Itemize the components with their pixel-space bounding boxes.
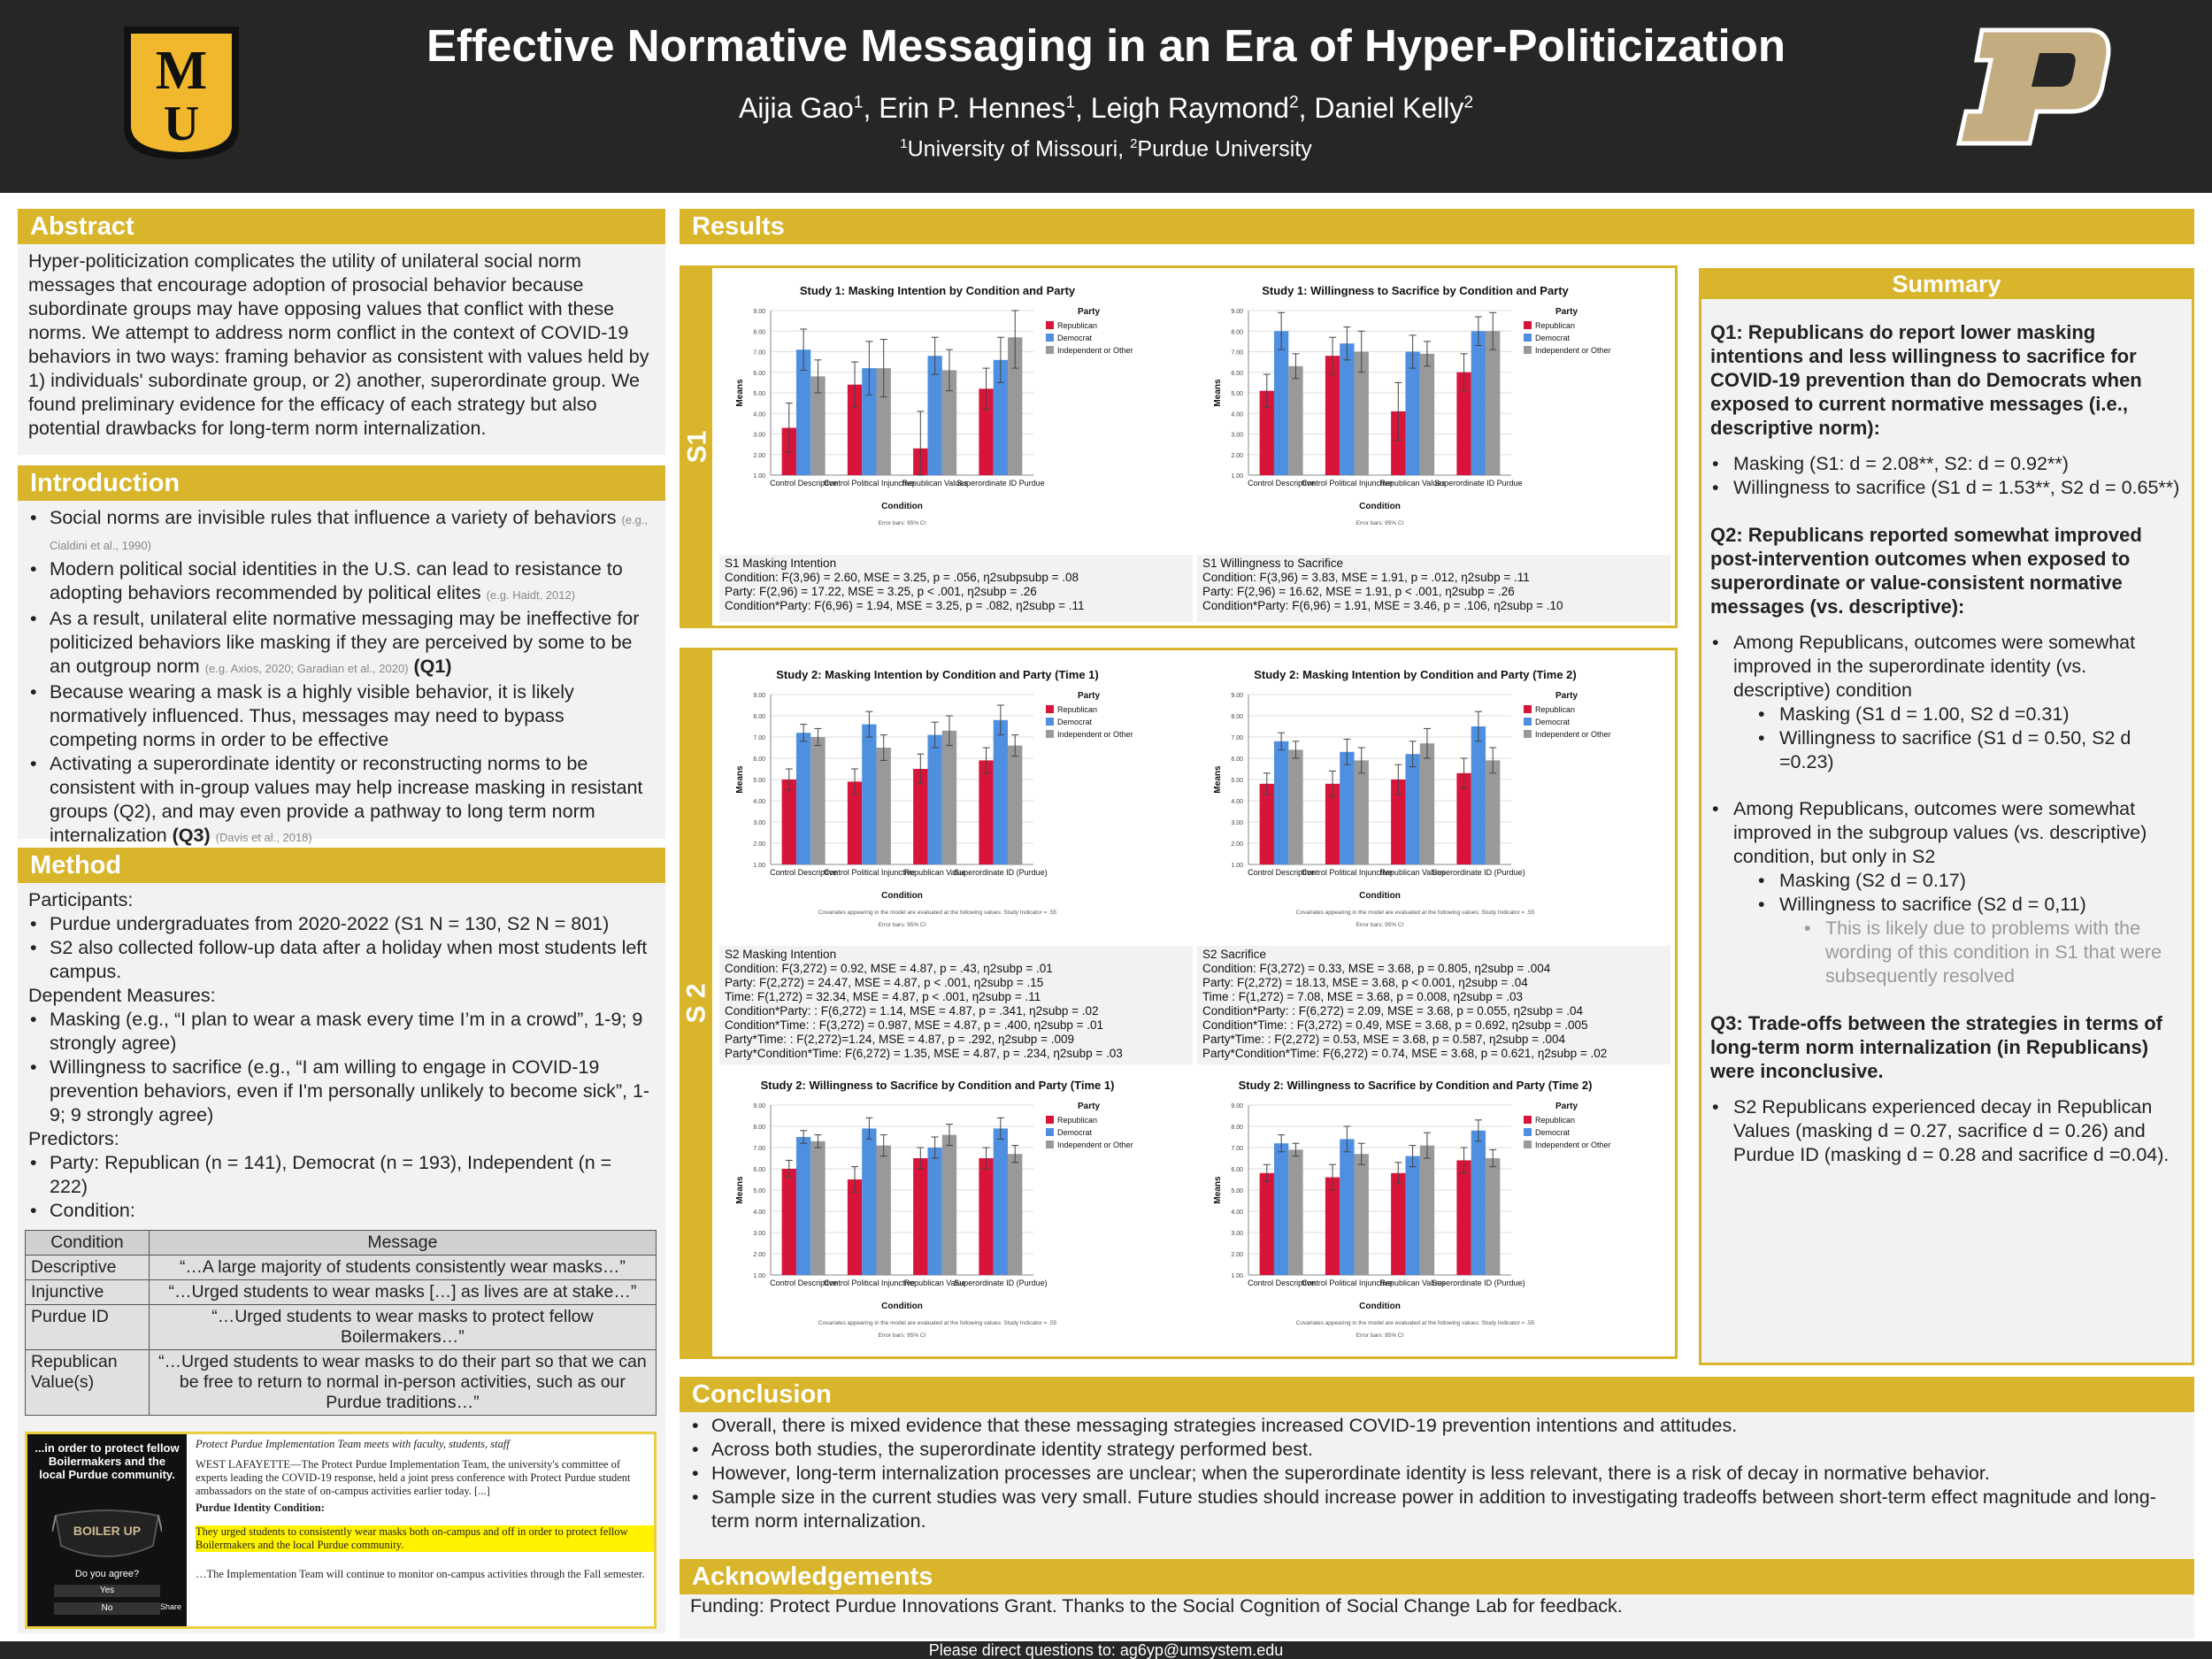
bar <box>1456 1160 1471 1275</box>
x-tick-label: Control Descriptive <box>1248 479 1316 488</box>
bar <box>913 1158 927 1275</box>
y-tick-label: 7.00 <box>1231 735 1243 741</box>
y-tick-label: 3.00 <box>1231 432 1243 439</box>
y-tick-label: 3.00 <box>753 432 765 439</box>
list-item: • Willingness to sacrifice (S2 d = 0,11) • This is likely due to problems with the wording of this condition in S1 that were subsequently resolved <box>1779 893 2183 988</box>
y-tick-label: 4.00 <box>753 411 765 419</box>
chart-note: Covariates appearing in the model are evaluated at the following values: Study Indicator = .55 <box>818 910 1057 916</box>
table-row: Descriptive “…A large majority of students consistently wear masks…” <box>26 1256 657 1280</box>
list-item: • Across both studies, the superordinate identity strategy performed best. <box>711 1438 2184 1462</box>
legend-label: Democrat <box>1057 718 1093 726</box>
list-item: • Overall, there is mixed evidence that these messaging strategies increased COVID-19 prevention intentions and attitudes. <box>711 1414 2184 1438</box>
legend-title: Party <box>1555 307 1578 317</box>
svg-text:U: U <box>163 96 200 151</box>
legend-title: Party <box>1555 1102 1578 1111</box>
list-item: • This is likely due to problems with the wording of this condition in S1 that were subsequently resolved <box>1825 917 2183 988</box>
x-tick-label: Republican Values <box>1379 1279 1446 1287</box>
legend-swatch <box>1524 1128 1532 1136</box>
x-tick-label: Control Descriptive <box>770 868 838 877</box>
bar <box>942 731 956 864</box>
list-item: • Social norms are invisible rules that influence a variety of behaviors (e.g., Cialdini et al., 1990) <box>50 506 655 557</box>
bar <box>1486 331 1500 475</box>
bar <box>979 760 993 864</box>
y-tick-label: 6.00 <box>1231 370 1243 377</box>
acknowledgements-heading: Acknowledgements <box>680 1559 2194 1594</box>
bar <box>979 1158 993 1275</box>
legend-label: Democrat <box>1535 334 1571 342</box>
y-tick-label: 2.00 <box>753 1252 765 1258</box>
news-paragraph: …The Implementation Team will continue to monitor on-campus activities through the Fall semester. <box>196 1568 645 1580</box>
y-tick-label: 5.00 <box>1231 778 1243 784</box>
q3-heading: Q3: Trade-offs between the strategies in terms of long-term norm internalization (in Republicans) were inconclusive. <box>1710 1012 2163 1082</box>
chart-title: Study 2: Masking Intention by Condition and Party (Time 1) <box>776 668 1099 681</box>
bar <box>862 725 876 864</box>
chart-note: Covariates appearing in the model are evaluated at the following values: Study Indicator = .55 <box>818 1320 1057 1326</box>
list-item: • Masking (S2 d = 0.17) <box>1779 869 2183 893</box>
legend-swatch <box>1524 1116 1532 1124</box>
x-tick-label: Superordinate ID (Purdue) <box>1432 1279 1525 1287</box>
chart-s1-sacrifice <box>1197 275 1671 555</box>
legend-title: Party <box>1078 1102 1101 1111</box>
bar <box>1274 741 1288 864</box>
bar <box>1274 1143 1288 1275</box>
legend-label: Democrat <box>1535 718 1571 726</box>
y-tick-label: 4.00 <box>1231 411 1243 419</box>
chart-note: Covariates appearing in the model are evaluated at the following values: Study Indicator = .55 <box>1295 910 1535 916</box>
legend-swatch <box>1524 1141 1532 1148</box>
bar <box>1288 749 1302 864</box>
x-tick-label: Control Political Injunctive <box>823 868 915 877</box>
q2-heading: Q2: Republicans reported somewhat improved post-intervention outcomes when exposed to superordinate or value-consistent normative messages (vs. descriptive): <box>1710 524 2142 618</box>
list-item: • Willingness to sacrifice (e.g., “I am willing to engage in COVID-19 prevention behaviors, even if I'm personally unlikely to become sick”, 1-9; 9 strongly agree) <box>50 1056 655 1127</box>
news-article <box>196 1438 654 1581</box>
x-tick-label: Superordinate ID Purdue <box>956 479 1045 488</box>
mask-icon <box>52 1505 162 1562</box>
legend-title: Party <box>1078 307 1101 317</box>
legend-swatch <box>1046 346 1054 354</box>
bar <box>1486 1158 1500 1275</box>
legend-label: Democrat <box>1057 1128 1093 1137</box>
legend-swatch <box>1524 321 1532 329</box>
y-tick-label: 9.00 <box>753 693 765 699</box>
y-tick-label: 2.00 <box>753 452 765 459</box>
bar <box>1486 760 1500 864</box>
bar <box>1340 1139 1354 1275</box>
y-tick-label: 5.00 <box>753 778 765 784</box>
bar <box>1288 1149 1302 1275</box>
y-tick-label: 2.00 <box>1231 452 1243 459</box>
list-item: • Willingness to sacrifice (S1 d = 1.53**, S2 d = 0.65**) <box>1733 476 2183 500</box>
bar <box>1325 1178 1340 1275</box>
legend-title: Party <box>1078 691 1101 701</box>
y-tick-label: 9.00 <box>1231 1103 1243 1110</box>
bar <box>810 1141 825 1275</box>
x-tick-label: Control Descriptive <box>770 1279 838 1287</box>
bar <box>1405 1156 1419 1275</box>
bar <box>1008 1154 1022 1275</box>
y-tick-label: 7.00 <box>1231 349 1243 357</box>
chart-title: Study 1: Masking Intention by Condition and Party <box>799 284 1076 297</box>
list-item: • Sample size in the current studies was very small. Future studies should increase power in addition to investigating tradeoffs between short-term effect magnitude and long-term norm internalization. <box>711 1486 2184 1533</box>
y-tick-label: 6.00 <box>753 370 765 377</box>
legend-swatch <box>1046 1116 1054 1124</box>
y-tick-label: 9.00 <box>753 1103 765 1110</box>
list-item: • Modern political social identities in the U.S. can lead to resistance to adopting behaviors recommended by political elites (e.g. Haidt, 2012) <box>50 557 655 607</box>
bar <box>848 1179 862 1275</box>
stats-s2-sacrifice: S2 Sacrifice Condition: F(3,272) = 0.33, MSE = 3.68, p = 0.805, η2subp = .004 Party: F(2,272) = 18.13, MSE = 3.68, p < 0.001, η2subp = .04 Time : F(1,272) = 7.08, MSE = 3.68, p = 0.008, η2subp = .03 Condition*Party: : F(6,272) = 2.09, MSE = 3.68, p = 0.055, η2subp = .04 Condition*Time: : F(3,272) = 0.49, MSE = 3.68, p = 0.692, η2subp = .005 Party*Time: : F(2,272) = 0.53, MSE = 3.68, p = 0.587, η2subp = .004 Party*Condition*Time: F(6,272) = 0.74, MSE = 3.68, p = 0.621, η2subp = .02 <box>1197 946 1671 1064</box>
legend-swatch <box>1524 346 1532 354</box>
chart-footer: Error bars: 95% CI <box>1356 1333 1404 1339</box>
bar <box>1420 1146 1434 1275</box>
legend-label: Republican <box>1057 1116 1098 1125</box>
news-headline: Protect Purdue Implementation Team meets with faculty, students, staff <box>196 1438 510 1450</box>
y-tick-label: 2.00 <box>1231 1252 1243 1258</box>
x-tick-label: Republican Value <box>903 868 966 877</box>
y-tick-label: 3.00 <box>1231 1231 1243 1237</box>
legend-label: Republican <box>1535 1116 1576 1125</box>
bar <box>1260 1173 1274 1275</box>
table-header: Condition <box>26 1231 150 1256</box>
y-tick-label: 5.00 <box>753 1188 765 1194</box>
y-tick-label: 1.00 <box>753 473 765 480</box>
author-list: Aijia Gao$^1$, Erin P. Hennes$^1$, Leigh Raymond$^2$, Daniel Kelly$^2$ <box>738 92 1474 124</box>
chart-s2-sacrifice-t2 <box>1197 1070 1671 1355</box>
y-tick-label: 8.00 <box>1231 329 1243 336</box>
y-tick-label: 7.00 <box>753 1146 765 1152</box>
y-axis-label: Means <box>735 1176 745 1204</box>
chart-footer: Error bars: 95% CI <box>878 520 926 526</box>
y-tick-label: 6.00 <box>1231 757 1243 763</box>
chart-footer: Error bars: 95% CI <box>878 922 926 928</box>
stats-s2-masking: S2 Masking Intention Condition: F(3,272) = 0.92, MSE = 4.87, p = .43, η2subp = .01 Party: F(2,272) = 24.47, MSE = 4.87, p < .001, η2subp = .15 Time: F(1,272) = 32.34, MSE = 4.87, p < .001, η2subp = .11 Condition*Party: : F(6,272) = 1.14, MSE = 4.87, p = .341, η2subp = .02 Condition*Time: : F(3,272) = 0.987, MSE = 4.87, p = .400, η2subp = .01 Party*Time: : F(2,272)=1.24, MSE = 4.87, p = .292, η2subp = .009 Party*Condition*Time: F(6,272) = 1.35, MSE = 4.87, p = .234, η2subp = .03 <box>719 946 1193 1064</box>
news-condition-label: Purdue Identity Condition: <box>196 1502 325 1514</box>
x-tick-label: Superordinate ID (Purdue) <box>954 868 1048 877</box>
legend-label: Independent or Other <box>1535 1141 1611 1149</box>
list-item: • Among Republicans, outcomes were somewhat improved in the superordinate identity (vs. descriptive) condition • Masking (S1 d = 1.00, S2 d =0.31) • Willingness to sacrifice (S1 d = 0.50, S2 d =0.23) <box>1733 631 2183 774</box>
y-tick-label: 3.00 <box>753 820 765 826</box>
chart-s2-masking-t2 <box>1197 659 1671 944</box>
y-tick-label: 9.00 <box>753 309 765 315</box>
legend-label: Democrat <box>1535 1128 1571 1137</box>
bar <box>782 780 796 864</box>
abstract-text: Hyper-politicization complicates the utility of unilateral social norm messages that encourage adoption of prosocial behavior because subordinate groups may have opposing values that conflict with these norms. We attempt to address norm conflict in the context of COVID-19 behaviors in two ways: framing behavior as consistent with values held by 1) individuals' subordinate group, or 2) another, superordinate group. We found preliminary evidence for the efficacy of each strategy but also potential drawbacks for long-term norm internalization. <box>28 250 649 439</box>
y-tick-label: 3.00 <box>753 1231 765 1237</box>
x-tick-label: Control Political Injunctive <box>1301 479 1393 488</box>
stats-s1-sacrifice: S1 Willingness to Sacrifice Condition: F(3,96) = 3.83, MSE = 1.91, p = .012, η2subp = .11 Party: F(2,96) = 16.62, MSE = 1.91, p < .001, η2subp = .26 Condition*Party: F(6,96) = 1.91, MSE = 3.46, p = .106, η2subp = .10 <box>1197 555 1671 622</box>
y-tick-label: 4.00 <box>753 799 765 805</box>
x-tick-label: Control Political Injunctive <box>1301 1279 1393 1287</box>
list-item: • Purdue undergraduates from 2020-2022 (S1 N = 130, S2 N = 801) <box>50 912 655 936</box>
legend-swatch <box>1046 705 1054 713</box>
x-tick-label: Control Political Injunctive <box>823 1279 915 1287</box>
legend-swatch <box>1524 334 1532 342</box>
introduction-body <box>18 501 665 846</box>
bar <box>1355 760 1369 864</box>
y-axis-label: Means <box>1213 1176 1223 1204</box>
participants-label: Participants: <box>28 889 134 910</box>
bar <box>1274 331 1288 475</box>
bar <box>1471 726 1486 864</box>
y-tick-label: 5.00 <box>1231 391 1243 397</box>
y-tick-label: 4.00 <box>1231 1210 1243 1216</box>
table-header: Message <box>149 1231 656 1256</box>
bar <box>1340 343 1354 475</box>
mask-text: BOILER UP <box>73 1524 142 1538</box>
legend-label: Independent or Other <box>1057 730 1133 739</box>
affiliations: $^1$University of Missouri, $^2$Purdue University <box>900 136 1312 162</box>
yes-button[interactable]: Yes <box>54 1585 160 1597</box>
chart-title: Study 2: Masking Intention by Condition and Party (Time 2) <box>1254 668 1577 681</box>
list-item: • As a result, unilateral elite normative messaging may be ineffective for politicized behaviors like masking if they are perceived by some to be an outgroup norm (e.g. Axios, 2020; Garadian et al., 2020) (Q1) <box>50 607 655 680</box>
stimulus-examples <box>25 1432 657 1629</box>
s1-tab: S1 <box>682 268 712 626</box>
poster-title: Effective Normative Messaging in an Era of Hyper-Politicization <box>426 20 1786 71</box>
legend-swatch <box>1524 718 1532 726</box>
y-tick-label: 6.00 <box>753 757 765 763</box>
bar <box>1260 784 1274 864</box>
stats-s1-masking: S1 Masking Intention Condition: F(3,96) = 2.60, MSE = 3.25, p = .056, η2subpsubp = .08 Party: F(2,96) = 17.22, MSE = 3.25, p < .001, η2subp = .26 Condition*Party: F(6,96) = 1.94, MSE = 3.25, p = .082, η2subp = .11 <box>719 555 1193 622</box>
bar <box>1288 366 1302 475</box>
phone-caption: ...in order to protect fellow Boilermakers and the local Purdue community. <box>35 1441 180 1481</box>
bar <box>1405 352 1419 476</box>
x-tick-label: Republican Values <box>902 479 968 488</box>
method-heading: Method <box>18 848 665 883</box>
legend-swatch <box>1046 718 1054 726</box>
y-tick-label: 6.00 <box>753 1167 765 1173</box>
chart-footer: Error bars: 95% CI <box>1356 922 1404 928</box>
predictors-label: Predictors: <box>28 1128 119 1149</box>
bar <box>810 737 825 864</box>
y-axis-label: Means <box>735 765 745 794</box>
bar <box>1471 331 1486 475</box>
abstract-heading: Abstract <box>18 209 665 244</box>
legend-swatch <box>1046 730 1054 738</box>
y-tick-label: 6.00 <box>1231 1167 1243 1173</box>
chart-title: Study 1: Willingness to Sacrifice by Condition and Party <box>1262 284 1569 297</box>
contact-footer: Please direct questions to: ag6yp@umsystem.edu <box>0 1641 2212 1659</box>
introduction-heading: Introduction <box>18 465 665 501</box>
chart-title: Study 2: Willingness to Sacrifice by Condition and Party (Time 2) <box>1238 1079 1593 1092</box>
list-item: • Among Republicans, outcomes were somewhat improved in the subgroup values (vs. descriptive) condition, but only in S2 • Masking (S2 d = 0.17) • Willingness to sacrifice (S2 d = 0,11) • This is likely due to problems with the wording of this condition in S1 that were subsequently resolved <box>1733 797 2183 988</box>
y-tick-label: 2.00 <box>1231 841 1243 848</box>
chart-footer: Error bars: 95% CI <box>1356 520 1404 526</box>
y-tick-label: 4.00 <box>1231 799 1243 805</box>
x-tick-label: Superordinate ID Purdue <box>1434 479 1523 488</box>
legend-label: Independent or Other <box>1057 1141 1133 1149</box>
list-item: • S2 Republicans experienced decay in Republican Values (masking d = 0.27, sacrifice d = 0.26) and Purdue ID (masking d = 0.28 and sacrifice d =0.04). <box>1733 1095 2183 1167</box>
summary-panel <box>1699 268 2194 1365</box>
conclusion-heading: Conclusion <box>680 1377 2194 1412</box>
y-tick-label: 1.00 <box>753 863 765 869</box>
chart-s1-masking <box>719 275 1193 555</box>
phone-mockup <box>27 1434 187 1626</box>
x-axis-label: Condition <box>1359 502 1401 511</box>
condition-table <box>25 1230 657 1416</box>
y-tick-label: 7.00 <box>753 349 765 357</box>
y-tick-label: 9.00 <box>1231 693 1243 699</box>
bar <box>927 1148 941 1275</box>
legend-swatch <box>1524 730 1532 738</box>
dv-label: Dependent Measures: <box>28 985 216 1006</box>
x-axis-label: Condition <box>1359 1302 1401 1311</box>
bar <box>1340 752 1354 864</box>
legend-title: Party <box>1555 691 1578 701</box>
table-row: Purdue ID “…Urged students to wear masks to protect fellow Boilermakers…” <box>26 1305 657 1350</box>
list-item: • Masking (e.g., “I plan to wear a mask every time I’m in a crowd”, 1-9; 9 strongly agree) <box>50 1008 655 1056</box>
x-axis-label: Condition <box>1359 891 1401 901</box>
list-item: • Masking (S1: d = 2.08**, S2: d = 0.92**) <box>1733 452 2183 476</box>
bar <box>877 1146 891 1275</box>
x-axis-label: Condition <box>881 891 923 901</box>
bar <box>994 720 1008 864</box>
share-button[interactable]: Share <box>160 1602 182 1611</box>
abstract-body <box>18 244 665 455</box>
bar <box>994 1128 1008 1275</box>
bar <box>796 733 810 864</box>
list-item: • Activating a superordinate identity or reconstructing norms to be consistent with in-group values may help increase masking in resistant groups (Q2), and may even provide a pathway to long term norm internalization (Q3) (Davis et al., 2018) <box>50 752 655 849</box>
legend-label: Independent or Other <box>1535 730 1611 739</box>
chart-footer: Error bars: 95% CI <box>878 1333 926 1339</box>
conclusion-body <box>680 1412 2194 1568</box>
chart-note: Covariates appearing in the model are evaluated at the following values: Study Indicator = .55 <box>1295 1320 1535 1326</box>
y-axis-label: Means <box>735 379 745 407</box>
x-tick-label: Control Descriptive <box>1248 868 1316 877</box>
y-tick-label: 3.00 <box>1231 820 1243 826</box>
chart-s2-sacrifice-t1 <box>719 1070 1193 1355</box>
list-item: • Willingness to sacrifice (S1 d = 0.50, S2 d =0.23) <box>1779 726 2183 774</box>
bar <box>796 1137 810 1275</box>
bar <box>1471 1131 1486 1275</box>
legend-swatch <box>1046 321 1054 329</box>
x-tick-label: Republican Values <box>1379 868 1446 877</box>
study2-panel <box>680 648 1678 1359</box>
y-axis-label: Means <box>1213 765 1223 794</box>
news-highlight: They urged students to consistently wear masks both on-campus and off in order to protect fellow Boilermakers and the local Purdue community. <box>196 1525 654 1552</box>
x-tick-label: Control Political Injunctive <box>823 479 915 488</box>
legend-label: Republican <box>1535 321 1576 330</box>
y-tick-label: 2.00 <box>753 841 765 848</box>
y-tick-label: 1.00 <box>1231 863 1243 869</box>
x-tick-label: Control Political Injunctive <box>1301 868 1393 877</box>
study1-panel <box>680 265 1678 628</box>
x-tick-label: Control Descriptive <box>770 479 838 488</box>
bar <box>877 748 891 864</box>
bar <box>1420 743 1434 864</box>
x-tick-label: Control Descriptive <box>1248 1279 1316 1287</box>
x-tick-label: Superordinate ID (Purdue) <box>954 1279 1048 1287</box>
y-axis-label: Means <box>1213 379 1223 407</box>
results-heading: Results <box>680 209 2194 244</box>
x-tick-label: Republican Value <box>903 1279 966 1287</box>
legend-label: Republican <box>1057 705 1098 714</box>
y-tick-label: 1.00 <box>753 1273 765 1279</box>
table-row: Injunctive “…Urged students to wear masks […] as lives are at stake…” <box>26 1280 657 1305</box>
bar <box>942 1135 956 1275</box>
list-item: • S2 also collected follow-up data after a holiday when most students left campus. <box>50 936 655 984</box>
bar <box>927 735 941 864</box>
list-item: • Party: Republican (n = 141), Democrat (n = 193), Independent (n = 222) <box>50 1151 655 1199</box>
legend-label: Republican <box>1057 321 1098 330</box>
bar <box>1405 754 1419 864</box>
x-axis-label: Condition <box>881 1302 923 1311</box>
acknowledgements-body <box>680 1594 2194 1639</box>
q1-heading: Q1: Republicans do report lower masking intentions and less willingness to sacrifice for COVID-19 prevention than do Democrats when exposed to current normative messages (i.e., descriptive norm): <box>1710 321 2142 439</box>
bar <box>1420 354 1434 475</box>
no-button[interactable]: No <box>54 1602 160 1615</box>
table-row: Republican Value(s) “…Urged students to wear masks to do their part so that we can be free to return to normal in-person activities, such as our Purdue traditions…” <box>26 1350 657 1416</box>
y-tick-label: 8.00 <box>753 714 765 720</box>
legend-label: Republican <box>1535 705 1576 714</box>
legend-swatch <box>1046 1128 1054 1136</box>
poster-header <box>0 0 2212 193</box>
chart-s2-masking-t1 <box>719 659 1193 944</box>
summary-heading: Summary <box>1701 271 2192 299</box>
bar <box>1355 1154 1369 1275</box>
x-axis-label: Condition <box>881 502 923 511</box>
bar <box>862 1128 876 1275</box>
list-item: • Masking (S1 d = 1.00, S2 d =0.31) <box>1779 703 2183 726</box>
bar <box>1008 746 1022 864</box>
svg-text:M: M <box>155 41 208 101</box>
y-tick-label: 8.00 <box>753 329 765 336</box>
legend-swatch <box>1046 334 1054 342</box>
y-tick-label: 4.00 <box>753 1210 765 1216</box>
s2-tab: S 2 <box>682 650 712 1356</box>
legend-swatch <box>1524 705 1532 713</box>
legend-label: Independent or Other <box>1535 346 1611 355</box>
y-tick-label: 8.00 <box>1231 1125 1243 1131</box>
legend-label: Independent or Other <box>1057 346 1133 355</box>
bar <box>782 1169 796 1275</box>
legend-swatch <box>1046 1141 1054 1148</box>
y-tick-label: 9.00 <box>1231 309 1243 315</box>
y-tick-label: 7.00 <box>1231 1146 1243 1152</box>
y-tick-label: 1.00 <box>1231 1273 1243 1279</box>
y-tick-label: 1.00 <box>1231 473 1243 480</box>
news-paragraph: WEST LAFAYETTE—The Protect Purdue Implementation Team, the university's committee of experts leading the COVID-19 response, held a joint press conference with Protect Purdue student ambassadors on the state of on-campus activities earlier today. [...] <box>196 1458 631 1497</box>
y-tick-label: 8.00 <box>1231 714 1243 720</box>
list-item: • However, long-term internalization processes are unclear; when the superordinate identity is less relevant, there is a risk of decay in normative behavior. <box>711 1462 2184 1486</box>
phone-question: Do you agree? <box>74 1569 140 1579</box>
y-tick-label: 7.00 <box>753 735 765 741</box>
x-tick-label: Superordinate ID (Purdue) <box>1432 868 1525 877</box>
list-item: • Condition: <box>50 1199 655 1223</box>
y-tick-label: 5.00 <box>1231 1188 1243 1194</box>
list-item: • Because wearing a mask is a highly visible behavior, it is likely normatively influenced. Thus, messages may need to bypass competing norms in order to be effective <box>50 680 655 752</box>
x-tick-label: Republican Values <box>1379 479 1446 488</box>
y-tick-label: 5.00 <box>753 391 765 397</box>
legend-label: Democrat <box>1057 334 1093 342</box>
y-tick-label: 8.00 <box>753 1125 765 1131</box>
acknowledgements-text: Funding: Protect Purdue Innovations Grant. Thanks to the Social Cognition of Social Change Lab for feedback. <box>690 1595 1623 1617</box>
chart-title: Study 2: Willingness to Sacrifice by Condition and Party (Time 1) <box>760 1079 1115 1092</box>
bar <box>1391 1173 1405 1275</box>
